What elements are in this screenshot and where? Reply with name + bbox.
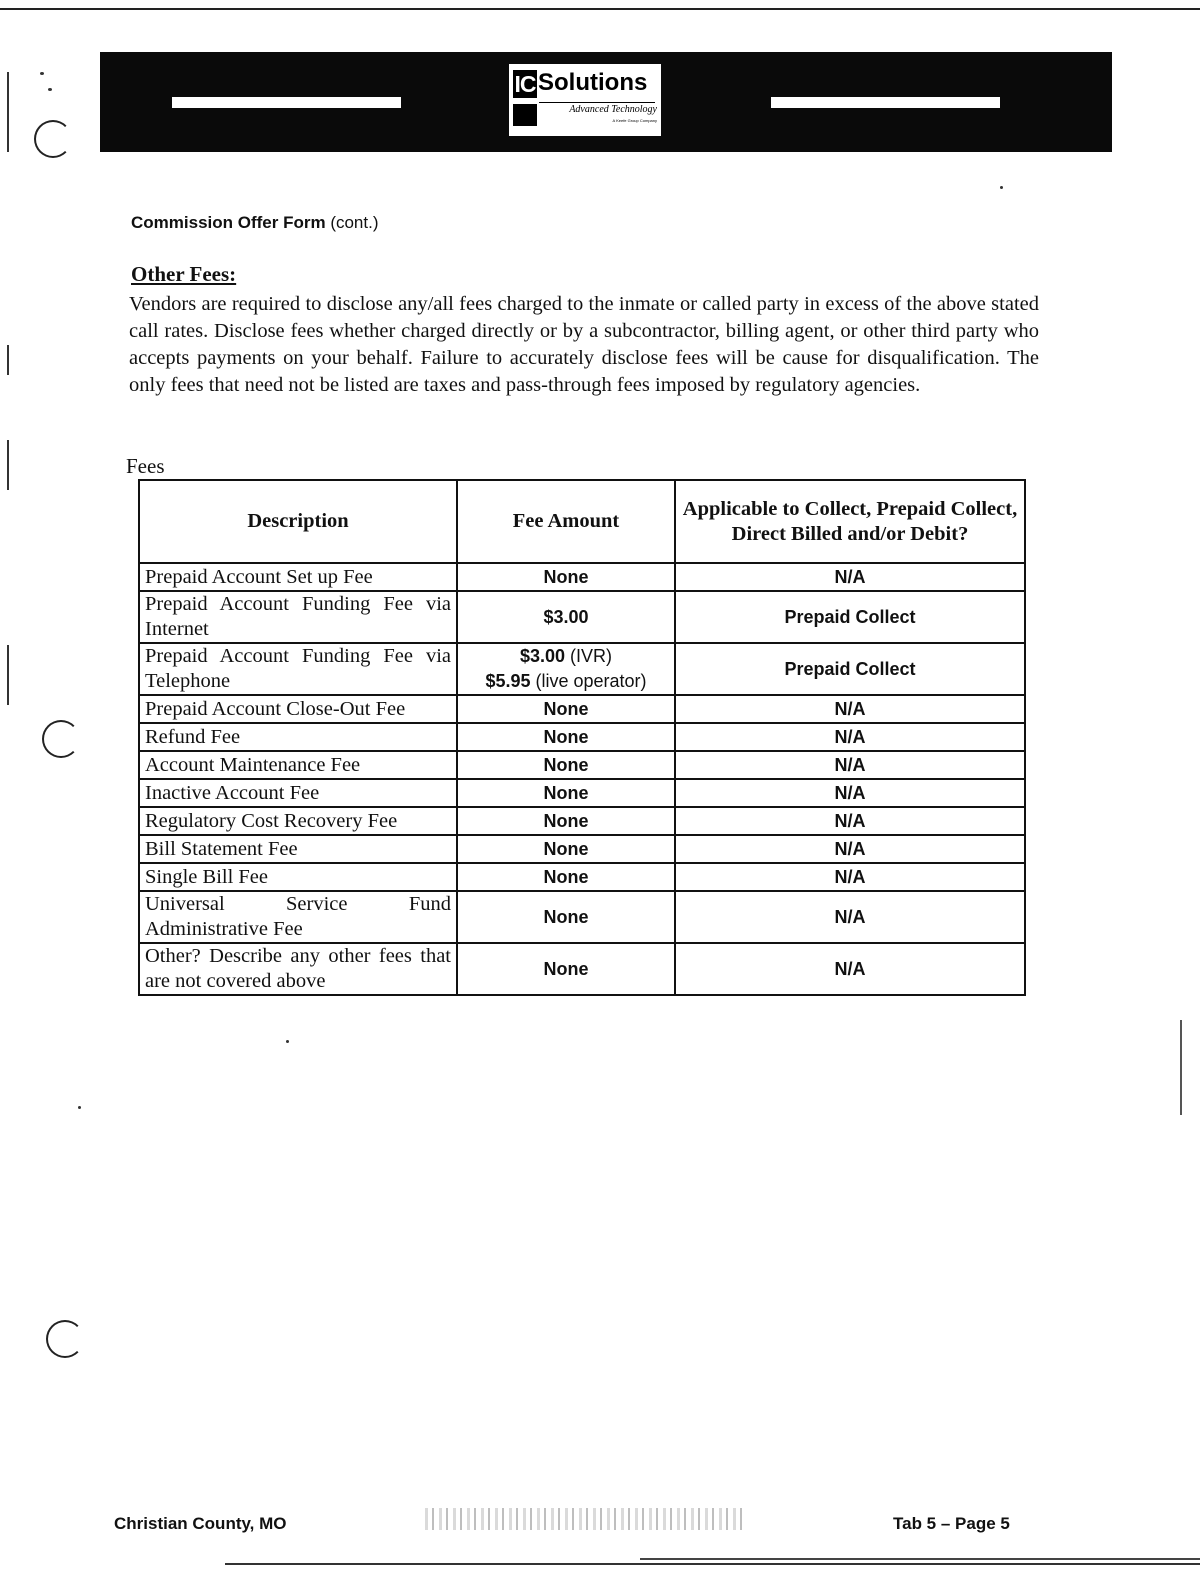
fee-description: Bill Statement Fee <box>139 835 457 863</box>
fee-amount <box>457 723 675 751</box>
fee-description: Regulatory Cost Recovery Fee <box>139 807 457 835</box>
table-row <box>139 779 1025 807</box>
fee-amount <box>457 835 675 863</box>
table-row <box>139 591 1025 643</box>
fee-applicability: N/A <box>675 891 1025 943</box>
form-heading-suffix: (cont.) <box>325 213 379 232</box>
section-title: Other Fees: <box>131 262 237 286</box>
fee-amount-value: None <box>543 866 589 887</box>
table-row <box>139 563 1025 591</box>
fee-applicability: Prepaid Collect <box>675 591 1025 643</box>
header-banner <box>100 52 1112 152</box>
scan-mark <box>7 345 9 375</box>
fee-applicability: N/A <box>675 563 1025 591</box>
footer-page-number: Tab 5 – Page 5 <box>893 1514 1010 1533</box>
table-row <box>139 643 1025 695</box>
fee-amount-value: None <box>543 906 589 927</box>
fee-applicability: N/A <box>675 751 1025 779</box>
column-header-description: Description <box>139 480 457 563</box>
logo-subtag: A Keefe Group Company <box>612 118 657 123</box>
table-row <box>139 891 1025 943</box>
scan-mark <box>7 645 9 705</box>
scan-speck <box>48 88 52 91</box>
fee-description: Prepaid Account Funding Fee via Internet <box>139 591 457 643</box>
fee-description: Universal Service Fund Administrative Fee <box>139 891 457 943</box>
fee-amount-value: None <box>543 958 589 979</box>
fee-applicability: N/A <box>675 835 1025 863</box>
footer-county: Christian County, MO <box>114 1514 287 1533</box>
fee-amount <box>457 591 675 643</box>
scan-edge-bottom <box>225 1563 1200 1565</box>
fee-applicability: N/A <box>675 943 1025 995</box>
banner-bar-right <box>771 97 1000 108</box>
fee-amount-value: None <box>543 782 589 803</box>
fee-amount <box>457 695 675 723</box>
logo-divider <box>539 102 655 103</box>
fee-amount <box>457 943 675 995</box>
column-header-applicable: Applicable to Collect, Prepaid Collect, Direct Billed and/or Debit? <box>675 480 1025 563</box>
fee-description: Inactive Account Fee <box>139 779 457 807</box>
fee-amount-note: (IVR) <box>565 646 613 666</box>
scan-edge-top <box>0 8 1200 10</box>
table-row <box>139 695 1025 723</box>
scan-edge-bottom <box>640 1558 1200 1560</box>
banner-bar-left <box>172 97 401 108</box>
fee-amount <box>457 779 675 807</box>
punch-hole-icon <box>34 120 72 158</box>
company-logo <box>509 64 661 136</box>
table-header-row <box>139 480 1025 563</box>
fees-table-caption: Fees <box>126 454 165 478</box>
intro-paragraph: Vendors are required to disclose any/all fees charged to the inmate or called party in excess of the above stated call rates. Disclose fees whether charged directly or by a subcontractor, billing agent, or other third party who accepts payments on your behalf. Failure to accurately disclose fees will be cause for disqualification. The only fees that need not be listed are taxes and pass-through fees imposed by regulatory agencies. <box>129 293 1039 396</box>
fees-table <box>138 479 1026 996</box>
punch-hole-icon <box>42 720 80 758</box>
fee-amount-value: None <box>543 698 589 719</box>
scan-speck <box>1000 186 1003 189</box>
scan-smudge <box>425 1508 745 1530</box>
logo-wordmark: Solutions <box>538 69 648 96</box>
fee-amount <box>457 863 675 891</box>
fee-amount <box>457 891 675 943</box>
fee-description: Prepaid Account Set up Fee <box>139 563 457 591</box>
column-header-fee-amount: Fee Amount <box>457 480 675 563</box>
scan-speck <box>286 1040 289 1043</box>
fee-description: Prepaid Account Funding Fee via Telephone <box>139 643 457 695</box>
fees-table-body <box>139 563 1025 995</box>
table-row <box>139 807 1025 835</box>
fee-applicability: N/A <box>675 863 1025 891</box>
table-row <box>139 723 1025 751</box>
fee-applicability: N/A <box>675 723 1025 751</box>
fee-amount-value: None <box>543 754 589 775</box>
logo-block <box>513 104 537 126</box>
scan-speck <box>78 1106 81 1109</box>
fee-amount <box>457 643 675 695</box>
fee-applicability: N/A <box>675 695 1025 723</box>
fee-amount-value: $3.00 <box>543 606 589 627</box>
logo-ic-mark: IC <box>514 71 536 97</box>
fee-applicability: N/A <box>675 807 1025 835</box>
fee-amount-note: (live operator) <box>530 671 647 691</box>
form-heading-title: Commission Offer Form <box>131 213 326 232</box>
scan-mark <box>1180 1020 1182 1115</box>
logo-tagline: Advanced Technology <box>569 104 657 115</box>
fee-description: Account Maintenance Fee <box>139 751 457 779</box>
form-heading <box>131 213 379 233</box>
fee-description: Single Bill Fee <box>139 863 457 891</box>
fee-description: Prepaid Account Close-Out Fee <box>139 695 457 723</box>
fee-amount <box>457 807 675 835</box>
table-row <box>139 943 1025 995</box>
fee-amount <box>457 751 675 779</box>
fee-amount-value: $5.95 <box>485 671 531 691</box>
fee-amount-value: None <box>543 566 589 587</box>
table-row <box>139 835 1025 863</box>
punch-hole-icon <box>46 1320 84 1358</box>
scan-mark <box>7 440 9 490</box>
fee-amount-value: None <box>543 838 589 859</box>
table-row <box>139 863 1025 891</box>
fee-amount-value: $3.00 <box>519 646 566 666</box>
fee-amount-value: None <box>543 726 589 747</box>
fee-applicability: Prepaid Collect <box>675 643 1025 695</box>
fee-amount-value: None <box>543 810 589 831</box>
scan-mark <box>7 72 9 152</box>
fee-description: Other? Describe any other fees that are not covered above <box>139 943 457 995</box>
table-row <box>139 751 1025 779</box>
fee-applicability: N/A <box>675 779 1025 807</box>
fee-description: Refund Fee <box>139 723 457 751</box>
scan-speck <box>40 72 44 75</box>
fee-amount <box>457 563 675 591</box>
